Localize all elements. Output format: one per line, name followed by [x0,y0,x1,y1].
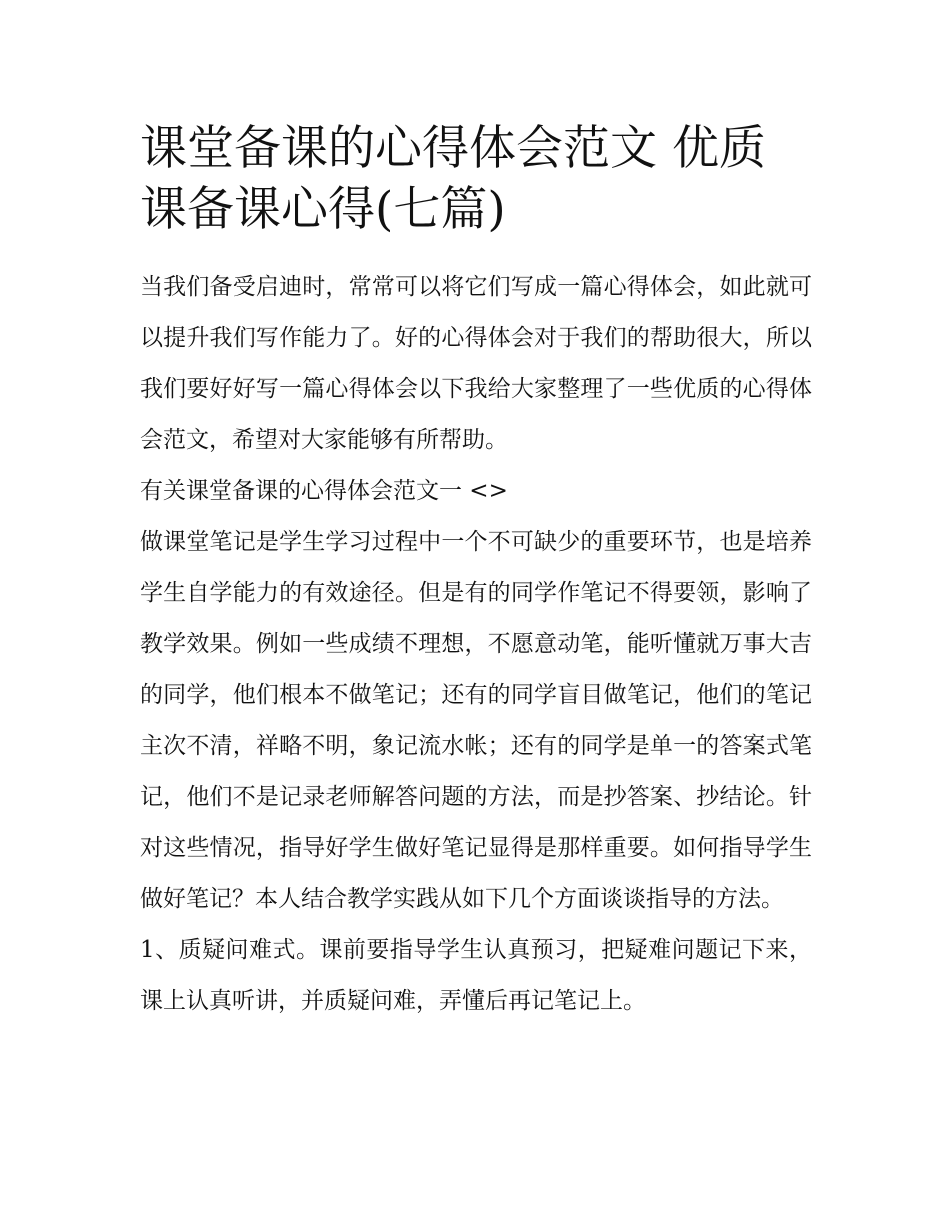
section-heading: 有关课堂备课的心得体会范文一 <> [140,478,508,504]
document-page [140,118,812,1027]
list-item-1: 1、质疑问难式。课前要指导学生认真预习，把疑难问题记下来，课上认真听讲，并质疑问难，弄懂后再记笔记上。 [140,937,812,1014]
document-body [140,262,812,1027]
document-title-line-1: 课堂备课的心得体会范文 优质 [140,121,766,176]
document-title-line-2: 课备课心得(七篇) [140,182,506,237]
section-paragraph: 做课堂笔记是学生学习过程中一个不可缺少的重要环节，也是培养学生自学能力的有效途径。但是有的同学作笔记不得要领，影响了教学效果。例如一些成绩不理想，不愿意动笔，能听懂就万事大吉的同学，他们根本不做笔记；还有的同学盲目做笔记，他们的笔记主次不清，祥略不明，象记流水帐；还有的同学是单一的答案式笔记，他们不是记录老师解答问题的方法，而是抄答案、抄结论。针对这些情况，指导好学生做好笔记显得是那样重要。如何指导学生做好笔记？本人结合教学实践从如下几个方面谈谈指导的方法。 [140,529,812,912]
intro-paragraph: 当我们备受启迪时，常常可以将它们写成一篇心得体会，如此就可以提升我们写作能力了。好的心得体会对于我们的帮助很大，所以我们要好好写一篇心得体会以下我给大家整理了一些优质的心得体会范文，希望对大家能够有所帮助。 [140,274,812,453]
document-title [140,118,812,240]
